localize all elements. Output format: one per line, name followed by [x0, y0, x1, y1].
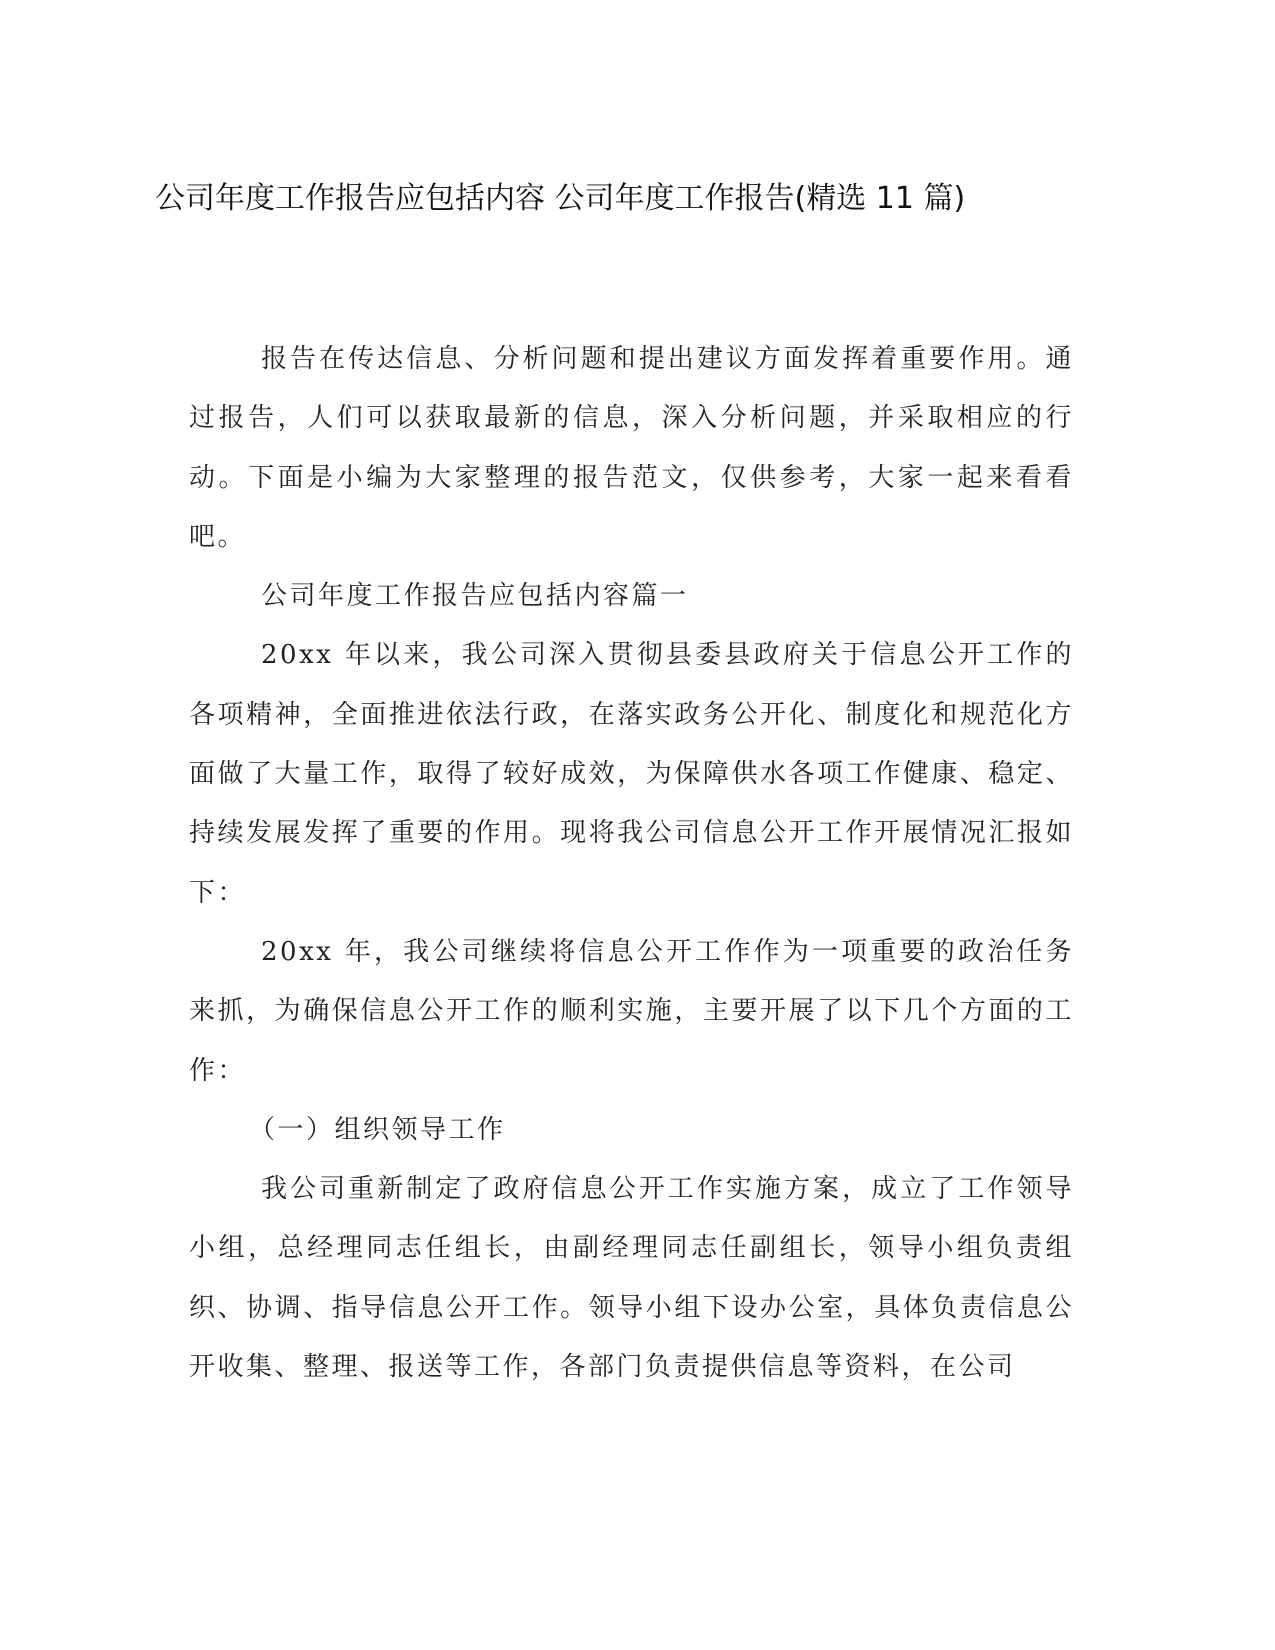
intro-paragraph: 报告在传达信息、分析问题和提出建议方面发挥着重要作用。通过报告，人们可以获取最新的信息，深入分析问题，并采取相应的行动。下面是小编为大家整理的报告范文，仅供参考，大家一起来看看吧。 — [189, 344, 1074, 552]
body-paragraph: 20xx 年，我公司继续将信息公开工作作为一项重要的政治任务来抓，为确保信息公开工作的顺利实施，主要开展了以下几个方面的工作： — [189, 936, 1074, 1086]
body-paragraph: 我公司重新制定了政府信息公开工作实施方案，成立了工作领导小组，总经理同志任组长，由副经理同志任副组长，领导小组负责组织、协调、指导信息公开工作。领导小组下设办公室，具体负责信息公开收集、整理、报送等工作，各部门负责提供信息等资料，在公司 — [189, 1174, 1074, 1383]
document-title: 公司年度工作报告应包括内容 公司年度工作报告(精选 11 篇) — [155, 181, 966, 216]
subsection-heading: （一）组织领导工作 — [249, 1114, 506, 1145]
section-heading: 公司年度工作报告应包括内容篇一 — [261, 581, 689, 612]
body-paragraph: 20xx 年以来，我公司深入贯彻县委县政府关于信息公开工作的各项精神，全面推进依法行政，在落实政务公开化、制度化和规范化方面做了大量工作，取得了较好成效，为保障供水各项工作健康、稳定、持续发展发挥了重要的作用。现将我公司信息公开工作开展情况汇报如下： — [189, 640, 1074, 908]
document-body — [189, 330, 1074, 1397]
